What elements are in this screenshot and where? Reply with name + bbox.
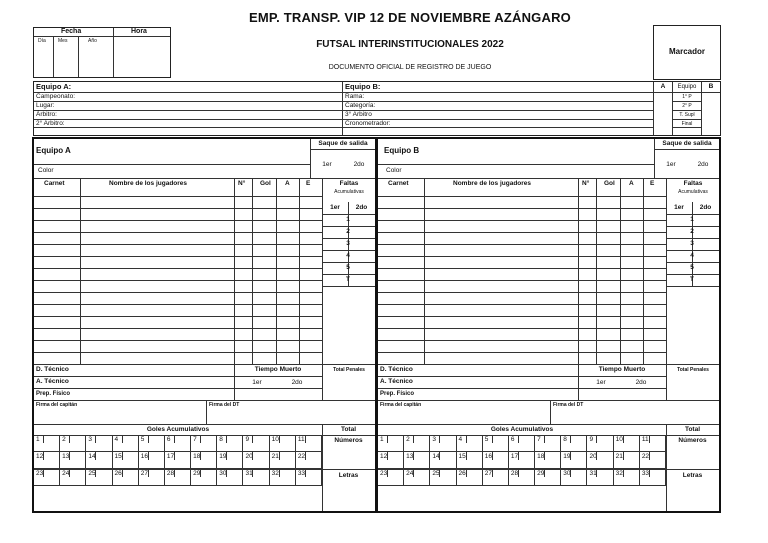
team-b-d-tecnico: D. Técnico	[380, 366, 413, 373]
team-b-goal-cell	[378, 435, 404, 452]
team-b-goal-number: 20	[589, 453, 597, 460]
fecha-label: Fecha	[61, 28, 82, 35]
team-b-faltas-1er: 1er	[674, 204, 684, 211]
team-a-saque: Saque de salida	[318, 140, 368, 147]
team-b-goal-number: 23	[380, 470, 388, 477]
team-b-falta-row: 4	[690, 252, 694, 259]
team-a-goal-box	[200, 452, 201, 460]
team-b-goal-number: 29	[537, 470, 545, 477]
team-b-goal-number: 4	[458, 436, 463, 443]
team-b-goal-number: 3	[432, 436, 436, 443]
team-b-goal-box	[439, 435, 440, 443]
team-b-falta-row: 2	[690, 228, 694, 235]
team-b-goal-number: 17	[510, 453, 519, 460]
team-b-num: N°	[582, 180, 590, 187]
team-b-faltas-2do: 2do	[699, 204, 712, 211]
team-b-goal-cell	[404, 452, 430, 469]
team-b-goal-box	[413, 469, 414, 477]
team-a-acumulativas: Acumulativas	[334, 189, 364, 195]
team-b-acumulativas: Acumulativas	[678, 189, 708, 195]
team-a-goal-number: 22	[297, 453, 306, 460]
team-b-goal-cell	[640, 469, 666, 486]
arbitro3-label: 3° Arbitro	[345, 111, 372, 118]
team-a-goal-cell	[86, 452, 112, 469]
team-b-falta-row: 3	[690, 240, 694, 247]
team-b-goal-cell	[404, 469, 430, 486]
team-a-falta-row: T	[346, 276, 350, 283]
team-a-goal-cell	[243, 435, 269, 452]
team-b-goal-cell	[561, 469, 587, 486]
team-b-goal-box	[596, 452, 597, 460]
team-a-goal-cell	[165, 469, 191, 486]
team-a-goal-number: 7	[193, 436, 197, 443]
team-a-d-tecnico: D. Técnico	[36, 366, 69, 373]
arbitro2-label: 2° Arbitro:	[36, 120, 65, 127]
team-a-goal-box	[226, 469, 227, 477]
team-b-goal-cell	[483, 452, 509, 469]
team-a-goal-number: 31	[245, 470, 253, 477]
team-a-goal-box	[95, 452, 96, 460]
team-b-goal-cell	[614, 469, 640, 486]
team-a-goal-number: 15	[114, 453, 122, 460]
team-a-goal-cell	[60, 435, 86, 452]
team-a-goal-number: 14	[88, 453, 96, 460]
team-a-goal-box	[174, 469, 175, 477]
score-b-label: B	[708, 83, 714, 90]
team-a-goal-cell	[165, 452, 191, 469]
team-a-goal-number: 8	[219, 436, 223, 443]
team-b-goal-box	[544, 452, 545, 460]
team-b-goal-box	[387, 435, 388, 443]
document-label: DOCUMENTO OFICIAL DE REGISTRO DE JUEGO	[328, 64, 492, 71]
team-b-goal-box	[570, 435, 571, 443]
team-a-goal-number: 16	[140, 453, 148, 460]
team-b-goal-number: 30	[563, 470, 571, 477]
team-a-section	[32, 137, 377, 513]
team-a-goal-cell	[113, 469, 139, 486]
team-a-saque-1: 1er	[322, 161, 332, 168]
score-row-2p: 2° P	[682, 103, 692, 109]
team-b-goal-box	[518, 452, 519, 460]
team-b-goal-cell	[535, 469, 561, 486]
team-a-goal-cell	[191, 452, 217, 469]
team-a-goal-number: 1	[36, 436, 40, 443]
team-b-letras: Letras	[682, 472, 703, 479]
team-b-goal-box	[623, 435, 624, 443]
team-a-goal-box	[69, 452, 70, 460]
team-a-goal-number: 33	[297, 470, 306, 477]
team-a-goal-box	[43, 435, 44, 443]
team-b-goals-grid	[378, 435, 666, 511]
team-b-goal-cell	[614, 452, 640, 469]
team-b-nombre: Nombre de los jugadores	[453, 180, 532, 187]
team-a-goal-number: 12	[36, 453, 44, 460]
team-b-goal-box	[466, 435, 467, 443]
team-b-tm-1er: 1er	[596, 379, 606, 386]
score-equipo-label: Equipo	[677, 84, 697, 90]
team-a-goal-number: 23	[36, 470, 44, 477]
team-b-tm-2do: 2do	[635, 379, 647, 386]
team-a-goal-cell	[270, 452, 296, 469]
team-b-e: E	[650, 180, 655, 187]
categoria-label: Categoría:	[345, 102, 376, 109]
team-b-saque-1: 1er	[666, 161, 676, 168]
team-a-faltas-1er: 1er	[330, 204, 340, 211]
team-b-label: Equipo B	[384, 146, 420, 155]
team-b-goal-number: 11	[641, 436, 649, 443]
team-b-goal-number: 5	[484, 436, 489, 443]
team-b-goal-cell	[535, 452, 561, 469]
team-b-goal-cell	[457, 452, 483, 469]
equipo-b-label: Equipo B:	[345, 82, 381, 91]
team-a-goal-box	[148, 435, 149, 443]
team-b-goal-number: 27	[484, 470, 492, 477]
team-b-goal-box	[596, 469, 597, 477]
team-b-goal-box	[623, 469, 624, 477]
team-b-goal-cell	[430, 435, 456, 452]
team-a-goal-cell	[217, 435, 243, 452]
team-b-goal-cell	[404, 435, 430, 452]
team-b-goal-box	[623, 452, 624, 460]
arbitro-label: Árbitro:	[36, 111, 57, 118]
team-a-goal-box	[279, 435, 280, 443]
team-a-goal-box	[122, 469, 123, 477]
team-a-goal-box	[95, 435, 96, 443]
team-a-saque-2: 2do	[353, 161, 365, 168]
team-b-goal-box	[544, 435, 545, 443]
team-a-goal-cell	[165, 435, 191, 452]
team-a-goal-number: 18	[193, 453, 201, 460]
team-b-goal-number: 32	[615, 470, 623, 477]
team-b-goal-number: 10	[615, 436, 623, 443]
team-b-goal-cell	[640, 435, 666, 452]
team-a-goal-cell	[34, 435, 60, 452]
team-a-goal-box	[226, 452, 227, 460]
team-a-goal-number: 29	[193, 470, 201, 477]
date-time-box	[33, 27, 171, 78]
team-b-faltas: Faltas	[683, 180, 703, 187]
team-b-goal-number: 15	[458, 453, 466, 460]
team-b-goal-box	[492, 452, 493, 460]
team-a-goal-number: 10	[271, 436, 279, 443]
team-a-firma-capitan: Firma del capitán	[36, 402, 78, 408]
team-a-goal-number: 24	[62, 470, 70, 477]
team-b-goal-cell	[587, 452, 613, 469]
team-b-goal-cell	[587, 469, 613, 486]
team-a-numeros: Números	[334, 437, 363, 444]
team-a-falta-row: 3	[346, 240, 350, 247]
team-a-goal-number: 30	[219, 470, 227, 477]
team-b-goal-number: 26	[458, 470, 466, 477]
team-b-goal-cell	[457, 469, 483, 486]
team-b-goal-box	[492, 435, 493, 443]
team-b-goal-number: 1	[380, 436, 384, 443]
team-b-goal-number: 13	[406, 453, 414, 460]
score-row-final: Final	[681, 121, 693, 127]
team-a-a: A	[285, 180, 290, 187]
team-a-faltas-2do: 2do	[355, 204, 368, 211]
info-section	[33, 81, 721, 136]
lugar-label: Lugar:	[36, 102, 55, 109]
team-b-goal-box	[466, 469, 467, 477]
team-b-goal-box	[466, 452, 467, 460]
team-a-goal-cell	[191, 435, 217, 452]
team-b-goal-cell	[483, 469, 509, 486]
team-a-letras: Letras	[338, 472, 359, 479]
team-b-goal-number: 7	[537, 436, 541, 443]
team-a-e: E	[306, 180, 311, 187]
team-a-total: Total	[340, 426, 357, 433]
team-a-total-penales: Total Penales	[333, 367, 365, 373]
team-a-goal-number: 20	[245, 453, 253, 460]
team-b-goal-box	[439, 469, 440, 477]
team-a-goal-box	[252, 469, 253, 477]
team-a-goal-number: 19	[219, 453, 227, 460]
team-a-goal-cell	[139, 435, 165, 452]
team-b-goal-box	[413, 452, 414, 460]
team-b-goal-number: 28	[510, 470, 519, 477]
team-a-tiempo-muerto: Tiempo Muerto	[254, 366, 302, 373]
team-b-a-tecnico: A. Técnico	[380, 378, 413, 385]
team-a-goals-grid	[34, 435, 322, 511]
team-b-goal-number: 14	[432, 453, 440, 460]
team-b-a: A	[629, 180, 634, 187]
team-a-goal-number: 11	[297, 436, 305, 443]
team-b-goal-box	[570, 452, 571, 460]
team-b-goal-cell	[535, 435, 561, 452]
team-a-goal-cell	[60, 469, 86, 486]
team-a-goal-box	[69, 435, 70, 443]
team-a-goal-number: 6	[166, 436, 171, 443]
team-b-firma-capitan: Firma del capitán	[380, 402, 422, 408]
team-a-goal-number: 21	[271, 453, 279, 460]
team-a-goal-number: 28	[166, 470, 175, 477]
team-a-goal-box	[174, 452, 175, 460]
team-b-goal-cell	[614, 435, 640, 452]
team-b-falta-row: 1	[690, 216, 694, 223]
team-a-goal-cell	[60, 452, 86, 469]
team-a-carnet: Carnet	[44, 180, 65, 187]
team-b-falta-row: T	[690, 276, 694, 283]
team-b-goal-number: 24	[406, 470, 414, 477]
team-a-goal-cell	[113, 435, 139, 452]
team-b-section	[376, 137, 721, 513]
team-a-goal-cell	[270, 435, 296, 452]
hora-label: Hora	[131, 28, 147, 35]
team-a-goal-box	[148, 469, 149, 477]
team-a-goal-number: 17	[166, 453, 175, 460]
team-b-goal-box	[518, 435, 519, 443]
team-a-goal-cell	[270, 469, 296, 486]
anio-label: Año	[88, 38, 97, 44]
team-a-num: N°	[238, 180, 246, 187]
team-b-total: Total	[684, 426, 701, 433]
team-a-goal-number: 4	[114, 436, 119, 443]
score-a-label: A	[660, 83, 666, 90]
team-b-goal-number: 18	[537, 453, 545, 460]
team-a-goal-cell	[243, 452, 269, 469]
team-b-goal-number: 21	[615, 453, 623, 460]
team-b-goal-number: 19	[563, 453, 571, 460]
rama-label: Rama:	[345, 93, 365, 100]
team-b-goal-cell	[509, 469, 535, 486]
team-b-goal-number: 6	[510, 436, 515, 443]
team-b-goal-cell	[378, 469, 404, 486]
team-b-goal-cell	[561, 452, 587, 469]
team-a-goal-box	[122, 452, 123, 460]
team-a-falta-row: 4	[346, 252, 350, 259]
team-b-goal-box	[413, 435, 414, 443]
team-a-goal-cell	[217, 452, 243, 469]
team-b-goal-cell	[483, 435, 509, 452]
team-b-goal-box	[649, 452, 650, 460]
team-b-goal-number: 22	[641, 453, 650, 460]
mes-label: Mes	[58, 38, 68, 44]
team-b-goal-box	[649, 435, 650, 443]
team-b-goal-number: 12	[380, 453, 388, 460]
document-subtitle: FUTSAL INTERINSTITUCIONALES 2022	[316, 39, 504, 50]
marcador-label: Marcador	[668, 47, 705, 56]
team-b-goal-number: 33	[641, 470, 650, 477]
team-a-goal-box	[305, 435, 306, 443]
team-a-goal-cell	[139, 469, 165, 486]
team-a-goal-cell	[86, 469, 112, 486]
team-a-goal-box	[252, 452, 253, 460]
team-a-goal-cell	[243, 469, 269, 486]
team-a-falta-row: 1	[346, 216, 350, 223]
team-b-saque: Saque de salida	[662, 140, 712, 147]
team-b-goal-box	[387, 452, 388, 460]
team-b-firma-dt: Firma del DT	[553, 402, 584, 408]
team-a-goal-box	[69, 469, 70, 477]
team-a-goal-box	[174, 435, 175, 443]
dia-label: Día	[38, 38, 46, 44]
team-a-goal-cell	[86, 435, 112, 452]
team-a-goal-number: 27	[140, 470, 148, 477]
team-a-faltas: Faltas	[339, 180, 359, 187]
team-a-falta-row: 2	[346, 228, 350, 235]
team-a-nombre: Nombre de los jugadores	[109, 180, 188, 187]
team-b-goal-number: 16	[484, 453, 492, 460]
team-b-goal-cell	[509, 452, 535, 469]
team-a-goal-box	[226, 435, 227, 443]
team-b-goal-number: 2	[406, 436, 410, 443]
team-a-goal-cell	[296, 435, 322, 452]
team-a-goal-number: 3	[88, 436, 92, 443]
team-a-goal-box	[252, 435, 253, 443]
team-a-gol: Gol	[260, 180, 271, 187]
team-a-prep-fisico: Prep. Físico	[36, 391, 71, 397]
team-a-goal-cell	[296, 469, 322, 486]
team-b-color: Color	[386, 167, 402, 174]
team-a-tm-1er: 1er	[252, 379, 262, 386]
score-row-tsupl: T. Supl	[679, 112, 695, 118]
team-b-goal-cell	[378, 452, 404, 469]
team-a-goal-cell	[113, 452, 139, 469]
team-a-goal-cell	[217, 469, 243, 486]
team-a-goal-box	[279, 452, 280, 460]
team-a-tm-2do: 2do	[291, 379, 303, 386]
team-a-goal-box	[305, 469, 306, 477]
team-a-goal-cell	[191, 469, 217, 486]
team-a-goal-number: 9	[245, 436, 250, 443]
team-b-goal-cell	[509, 435, 535, 452]
team-a-goal-box	[122, 435, 123, 443]
cronometrador-label: Cronometrador:	[345, 120, 391, 127]
team-b-falta-row: 5	[690, 264, 694, 271]
team-b-goal-box	[649, 469, 650, 477]
team-b-tiempo-muerto: Tiempo Muerto	[598, 366, 646, 373]
equipo-a-label: Equipo A:	[36, 82, 72, 91]
team-b-goal-number: 25	[432, 470, 440, 477]
team-b-goal-box	[387, 469, 388, 477]
team-b-goal-number: 31	[589, 470, 597, 477]
team-b-goal-number: 8	[563, 436, 567, 443]
team-b-goal-cell	[430, 452, 456, 469]
team-a-goal-number: 32	[271, 470, 279, 477]
team-b-goal-box	[544, 469, 545, 477]
team-a-a-tecnico: A. Técnico	[36, 378, 69, 385]
team-a-goal-box	[200, 469, 201, 477]
team-a-goal-box	[95, 469, 96, 477]
team-a-goal-box	[200, 435, 201, 443]
team-b-goal-box	[492, 469, 493, 477]
team-b-goal-box	[570, 469, 571, 477]
team-a-color: Color	[38, 167, 54, 174]
team-a-goal-cell	[34, 469, 60, 486]
team-b-goal-cell	[430, 469, 456, 486]
team-a-goal-box	[148, 452, 149, 460]
team-b-goal-cell	[640, 452, 666, 469]
team-a-goal-number: 2	[62, 436, 66, 443]
team-a-goal-number: 13	[62, 453, 70, 460]
team-a-goal-box	[305, 452, 306, 460]
team-b-gol: Gol	[604, 180, 615, 187]
team-a-goal-number: 26	[114, 470, 122, 477]
team-a-label: Equipo A	[36, 146, 71, 155]
team-a-falta-row: 5	[346, 264, 350, 271]
team-a-goles-acum: Goles Acumulativos	[146, 426, 210, 433]
team-b-goal-cell	[457, 435, 483, 452]
team-a-goal-cell	[34, 452, 60, 469]
marcador-box	[653, 25, 721, 80]
team-b-goal-cell	[561, 435, 587, 452]
team-a-goal-number: 5	[140, 436, 145, 443]
team-b-goal-box	[518, 469, 519, 477]
team-a-goal-box	[43, 469, 44, 477]
team-a-goal-number: 25	[88, 470, 96, 477]
team-a-goal-box	[279, 469, 280, 477]
team-b-goles-acum: Goles Acumulativos	[490, 426, 554, 433]
team-a-goal-box	[43, 452, 44, 460]
team-b-carnet: Carnet	[388, 180, 409, 187]
team-a-firma-dt: Firma del DT	[209, 402, 240, 408]
team-b-goal-box	[439, 452, 440, 460]
team-b-saque-2: 2do	[697, 161, 709, 168]
team-b-goal-box	[596, 435, 597, 443]
team-a-goal-cell	[139, 452, 165, 469]
team-b-goal-number: 9	[589, 436, 594, 443]
team-b-numeros: Números	[678, 437, 707, 444]
document-title: EMP. TRANSP. VIP 12 DE NOVIEMBRE AZÁNGARO	[249, 10, 571, 25]
team-b-goal-cell	[587, 435, 613, 452]
team-a-goal-cell	[296, 452, 322, 469]
team-b-prep-fisico: Prep. Físico	[380, 391, 415, 397]
team-b-total-penales: Total Penales	[677, 367, 709, 373]
campeonato-label: Campeonato:	[36, 93, 76, 100]
score-row-1p: 1° P	[682, 94, 692, 100]
